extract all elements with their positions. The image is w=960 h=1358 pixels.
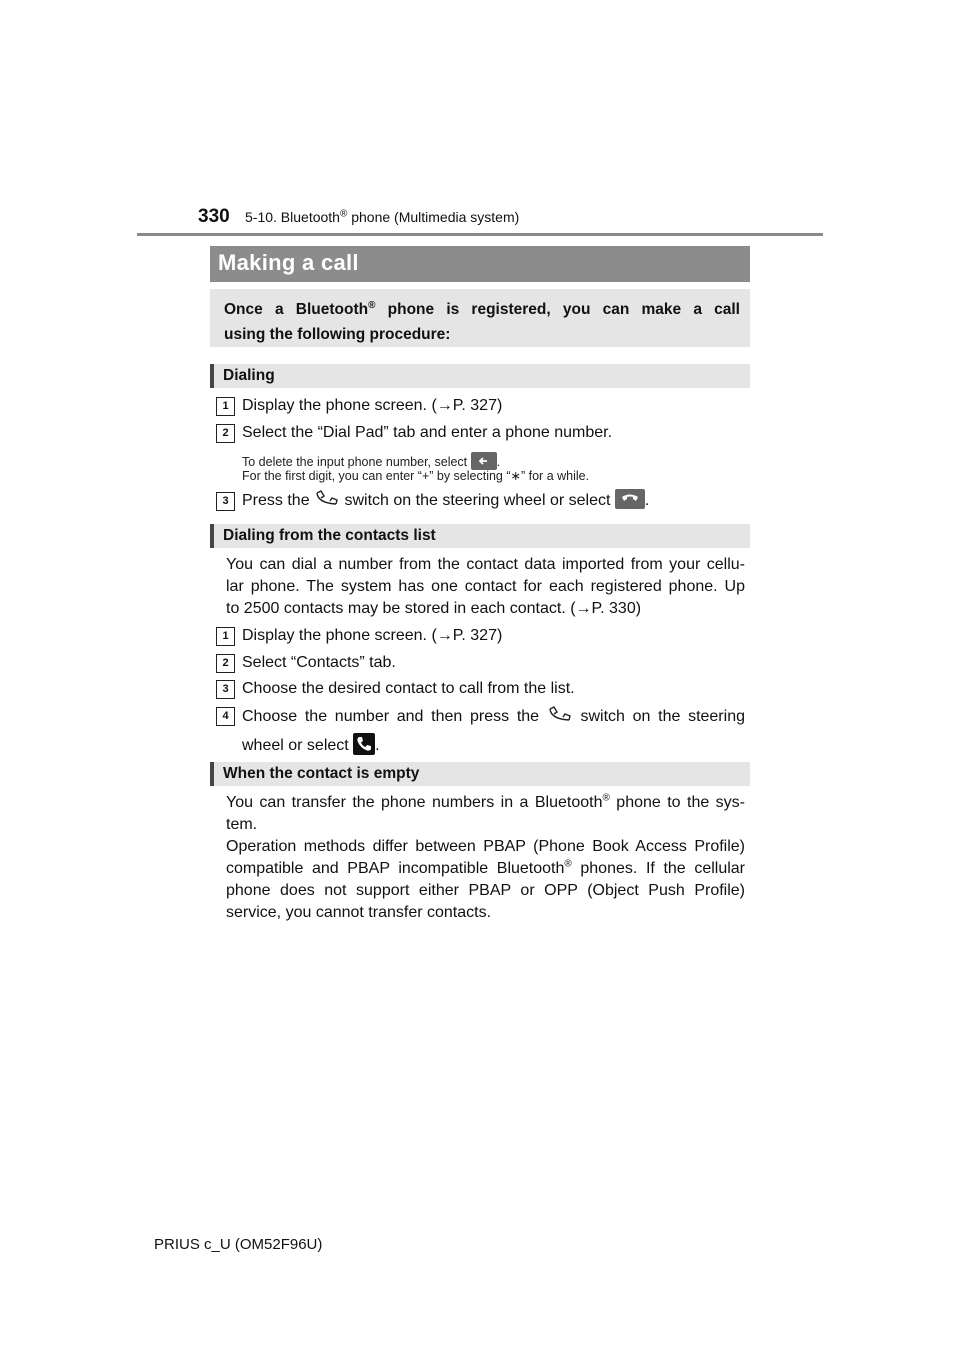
empty-line-1-a: You can transfer the phone numbers in a Bluetooth xyxy=(226,794,603,811)
note-delete-text: To delete the input phone number, select xyxy=(242,455,468,469)
heading-edge xyxy=(210,762,214,786)
empty-line-1-b: phone to the sys- xyxy=(609,794,746,811)
call-button-icon xyxy=(615,489,645,509)
step-3-text-b: switch on the steering wheel or select xyxy=(344,492,611,509)
dialing-step-3 xyxy=(242,489,649,514)
step-4-line2 xyxy=(242,733,745,757)
empty-heading-text: When the contact is empty xyxy=(223,765,420,782)
intro-line2: using the following procedure: xyxy=(224,326,451,343)
step-number: 4 xyxy=(216,707,235,726)
intro-line1-b: phone is registered, you can make a call xyxy=(375,301,740,318)
empty-line-4-a: compatible and PBAP incompatible Bluetooth xyxy=(226,860,565,877)
dialing-heading-text: Dialing xyxy=(223,367,275,384)
registered-mark: ® xyxy=(368,299,376,311)
step-number: 2 xyxy=(216,424,235,443)
dialing-heading xyxy=(210,364,750,388)
empty-line-2: tem. xyxy=(226,816,258,833)
contacts-paragraph xyxy=(226,554,745,620)
contacts-para-line: lar phone. The system has one contact for each registered phone. Up xyxy=(226,578,745,595)
dialing-note-1 xyxy=(242,452,500,470)
page-number: 330 xyxy=(198,206,230,227)
section-suffix: phone (Multimedia system) xyxy=(347,209,520,225)
contacts-step-3: Choose the desired contact to call from the list. xyxy=(242,680,575,697)
step-number: 2 xyxy=(216,654,235,673)
note-delete-end: . xyxy=(496,455,501,469)
empty-line-4-b: phones. If the cellular xyxy=(571,860,745,877)
empty-paragraph xyxy=(226,792,745,924)
page-title: Making a call xyxy=(218,250,359,275)
empty-line-6: service, you cannot transfer contacts. xyxy=(226,904,492,921)
contacts-heading-text: Dialing from the contacts list xyxy=(223,527,436,544)
phone-switch-icon xyxy=(314,489,340,514)
contacts-step-2: Select “Contacts” tab. xyxy=(242,654,396,671)
intro-line1-a: Once a Bluetooth xyxy=(224,301,369,318)
step-4-text-c: wheel or select xyxy=(242,737,349,754)
registered-mark: ® xyxy=(339,208,348,220)
registered-mark: ® xyxy=(564,858,572,870)
step-number: 1 xyxy=(216,627,235,646)
intro-text xyxy=(224,297,740,347)
step-4-text-a: Choose the number and then press the xyxy=(242,708,540,725)
contacts-step-4 xyxy=(242,705,745,757)
step-4-line1 xyxy=(242,705,745,730)
empty-line-1 xyxy=(226,792,745,814)
title-bar xyxy=(210,246,750,282)
step-3-text-c: . xyxy=(644,492,650,509)
phone-handset-icon xyxy=(353,733,375,755)
contacts-para-line: You can dial a number from the contact data imported from your cellu- xyxy=(226,556,745,573)
dialing-note-2: For the first digit, you can enter “+” by selecting “∗” for a while. xyxy=(242,469,590,483)
phone-switch-icon xyxy=(547,705,573,730)
step-number: 3 xyxy=(216,680,235,699)
empty-line-4 xyxy=(226,858,745,880)
empty-contacts-heading xyxy=(210,762,750,786)
empty-line-3: Operation methods differ between PBAP (Phone Book Access Profile) xyxy=(226,838,745,855)
section-breadcrumb xyxy=(245,209,519,225)
heading-edge xyxy=(210,524,214,548)
footer-model-code: PRIUS c_U (OM52F96U) xyxy=(154,1236,323,1253)
step-number: 1 xyxy=(216,397,235,416)
heading-edge xyxy=(210,364,214,388)
backspace-icon xyxy=(471,452,497,470)
dialing-step-2: Select the “Dial Pad” tab and enter a phone number. xyxy=(242,424,613,441)
intro-box xyxy=(210,289,750,347)
contacts-step-1: Display the phone screen. (→P. 327) xyxy=(242,627,503,644)
step-4-text-d: . xyxy=(375,737,380,754)
registered-mark: ® xyxy=(602,792,610,804)
contacts-para-line: to 2500 contacts may be stored in each contact. (→P. 330) xyxy=(226,600,642,617)
step-4-text-b: switch on the steering xyxy=(580,708,745,725)
header-divider xyxy=(137,233,823,236)
step-number: 3 xyxy=(216,492,235,511)
section-prefix: 5-10. Bluetooth xyxy=(245,209,340,225)
step-3-text-a: Press the xyxy=(242,492,310,509)
dialing-step-1: Display the phone screen. (→P. 327) xyxy=(242,397,503,414)
empty-line-5: phone does not support either PBAP or OPP (Object Push Profile) xyxy=(226,882,745,899)
contacts-heading xyxy=(210,524,750,548)
